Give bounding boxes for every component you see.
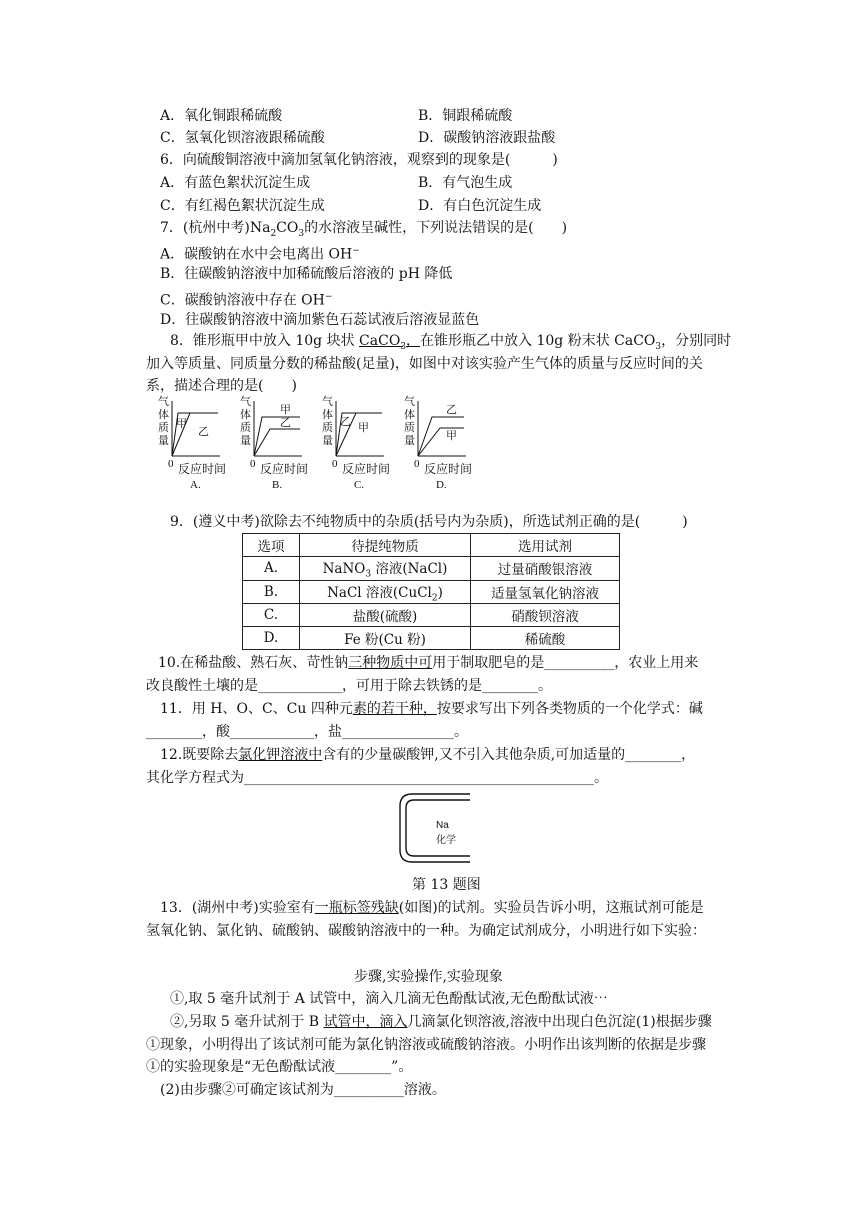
q13-step2: ②,另取 5 毫升试剂于 B 试管中，滴入几滴氯化钡溶液,溶液中出现白色沉淀(1)根据步骤 — [170, 1014, 712, 1030]
q13-bottle-label-figure — [398, 792, 472, 864]
q13-label-na: Na — [436, 820, 449, 831]
table-cell: Fe 粉(Cu 粉) — [300, 627, 471, 650]
table-row — [243, 604, 620, 627]
q8-ylabel-3: 质 — [158, 422, 169, 434]
q8-d-label: D. — [436, 479, 447, 491]
table-header: 选用试剂 — [471, 534, 620, 557]
q7-stem: 7．(杭州中考)$Na_2CO_3$的水溶液呈碱性，下列说法错误的是( ) — [160, 220, 568, 239]
svg-text:反应时间: 反应时间 — [260, 462, 309, 476]
table-cell: 过量硝酸银溶液 — [471, 557, 620, 581]
table-cell: 稀硫酸 — [471, 627, 620, 650]
svg-text:反应时间: 反应时间 — [424, 462, 473, 476]
q6-option-d: D．有白色沉淀生成 — [418, 198, 542, 214]
table-cell: NaCl 溶液(CuCl$_2$) — [300, 580, 471, 604]
q8-graph-a — [158, 394, 226, 491]
q6-option-c: C．有红褐色絮状沉淀生成 — [160, 198, 325, 214]
q8-graphs — [150, 393, 490, 491]
svg-text:0: 0 — [332, 458, 338, 470]
q11-line1: 11．用 H、O、C、Cu 四种元素的若干种，按要求写出下列各类物质的一个化学式：碱 — [160, 701, 703, 717]
q6-option-b: B．有气泡生成 — [418, 175, 513, 191]
q8-a-origin: 0 — [168, 458, 174, 470]
svg-text:气: 气 — [404, 396, 415, 408]
q13-line-analysis-2: ①的实验现象是“无色酚酞试液________”。 — [146, 1059, 413, 1075]
q8-a-label: A. — [190, 479, 201, 491]
q8-d-jia: 甲 — [446, 430, 457, 442]
q11-line2: ________，酸____________，盐________________。 — [146, 724, 468, 740]
q10-line1: 10.在稀盐酸、熟石灰、苛性钠三种物质中可用于制取肥皂的是__________，农业上用来 — [158, 655, 699, 671]
svg-text:质: 质 — [322, 422, 333, 434]
q8-stem-line1: 8．锥形瓶甲中放入 10g 块状 CaCO$_3$，在锥形瓶乙中放入 10g 粉末状 CaCO$_3$，分别同时 — [170, 333, 732, 352]
q8-stem-line2: 加入等质量、同质量分数的稀盐酸(足量)，如图中对该实验产生气体的质量与反应时间的关 — [146, 356, 703, 372]
svg-text:气: 气 — [240, 396, 251, 408]
q8-b-yi: 乙 — [280, 417, 291, 429]
q5-option-d: D．碳酸钠溶液跟盐酸 — [418, 130, 556, 146]
svg-text:0: 0 — [250, 458, 256, 470]
svg-text:量: 量 — [404, 435, 415, 447]
q7-option-d: D．往碳酸钠溶液中滴加紫色石蕊试液后溶液显蓝色 — [160, 312, 480, 328]
q12-line1: 12.既要除去氯化钾溶液中含有的少量碳酸钾,又不引入其他杂质,可加适量的________， — [160, 747, 696, 763]
q8-a-xlabel: 反应时间 — [178, 462, 227, 476]
q8-graph-b — [240, 394, 308, 491]
q8-ylabel-2: 体 — [158, 409, 169, 421]
table-cell: A. — [243, 557, 300, 581]
q13-line-analysis-1: ①现象，小明得出了该试剂可能为氯化钠溶液或硫酸钠溶液。小明作出该判断的依据是步骤 — [146, 1037, 706, 1053]
q10-line2: 改良酸性土壤的是____________，可用于除去铁锈的是________。 — [146, 678, 552, 694]
table-header: 待提纯物质 — [300, 534, 471, 557]
table-cell: 硝酸钡溶液 — [471, 604, 620, 627]
table-header-row — [243, 534, 620, 557]
q7-option-b: B．往碳酸钠溶液中加稀硫酸后溶液的 pH 降低 — [160, 266, 453, 282]
q7-option-a: A．碳酸钠在水中会电离出 OH− — [160, 246, 360, 263]
svg-text:体: 体 — [322, 409, 333, 421]
q8-b-label: B. — [272, 479, 283, 491]
svg-text:量: 量 — [240, 435, 251, 447]
table-cell: B. — [243, 580, 300, 604]
q8-d-yi: 乙 — [446, 404, 457, 416]
table-cell: D. — [243, 627, 300, 650]
q8-c-label: C. — [354, 479, 365, 491]
svg-text:气: 气 — [322, 396, 333, 408]
q6-stem: 6．向硫酸铜溶液中滴加氢氧化钠溶液，观察到的现象是( ) — [160, 152, 558, 168]
svg-text:0: 0 — [414, 458, 420, 470]
q13-table-header: 步骤,实验操作,实验现象 — [354, 969, 503, 985]
q5-option-a: A．氧化铜跟稀硫酸 — [160, 108, 283, 124]
q13-figure-caption: 第 13 题图 — [412, 877, 481, 893]
table-cell: 盐酸(硫酸) — [300, 604, 471, 627]
q13-label-huaxue: 化学 — [436, 835, 456, 846]
table-header: 选项 — [243, 534, 300, 557]
table-cell: 适量氢氧化钠溶液 — [471, 580, 620, 604]
q13-question-2: (2)由步骤②可确定该试剂为__________溶液。 — [160, 1082, 446, 1098]
table-row — [243, 580, 620, 604]
svg-text:反应时间: 反应时间 — [342, 462, 391, 476]
svg-text:量: 量 — [322, 435, 333, 447]
q8-c-jia: 甲 — [358, 422, 369, 434]
table-row — [243, 557, 620, 581]
q6-option-a: A．有蓝色絮状沉淀生成 — [160, 175, 311, 191]
table-cell: NaNO$_3$ 溶液(NaCl) — [300, 557, 471, 581]
q8-stem-line3: 系，描述合理的是( ) — [146, 378, 297, 394]
table-row — [243, 627, 620, 650]
q8-graph-d — [404, 394, 472, 491]
q13-step1: ①,取 5 毫升试剂于 A 试管中，滴入几滴无色酚酞试液,无色酚酞试液⋯ — [170, 991, 608, 1007]
q5-option-c: C．氢氧化钡溶液跟稀硫酸 — [160, 130, 325, 146]
q9-stem: 9．(遵义中考)欲除去不纯物质中的杂质(括号内为杂质)，所选试剂正确的是( ) — [170, 514, 688, 530]
q8-c-yi: 乙 — [340, 416, 351, 428]
q8-graph-c — [322, 394, 390, 491]
q8-a-jia: 甲 — [176, 418, 187, 430]
q12-line2: 其化学方程式为__________________________________________________。 — [146, 770, 608, 786]
q8-b-jia: 甲 — [280, 404, 291, 416]
table-cell: C. — [243, 604, 300, 627]
q13-line2: 氢氧化钠、氯化钠、硫酸钠、碳酸钠溶液中的一种。为确定试剂成分，小明进行如下实验： — [146, 923, 706, 939]
q5-option-b: B．铜跟稀硫酸 — [418, 108, 513, 124]
q8-ylabel-4: 量 — [158, 435, 169, 447]
svg-text:体: 体 — [404, 409, 415, 421]
q9-table — [242, 533, 620, 650]
svg-text:质: 质 — [240, 422, 251, 434]
q13-line1: 13．(湖州中考)实验室有一瓶标签残缺(如图)的试剂。实验员告诉小明，这瓶试剂可能是 — [160, 900, 704, 916]
svg-text:体: 体 — [240, 409, 251, 421]
q7-option-c: C．碳酸钠溶液中存在 OH− — [160, 292, 333, 309]
q8-a-yi: 乙 — [198, 426, 209, 438]
q8-ylabel-1: 气 — [158, 396, 169, 408]
svg-text:质: 质 — [404, 422, 415, 434]
